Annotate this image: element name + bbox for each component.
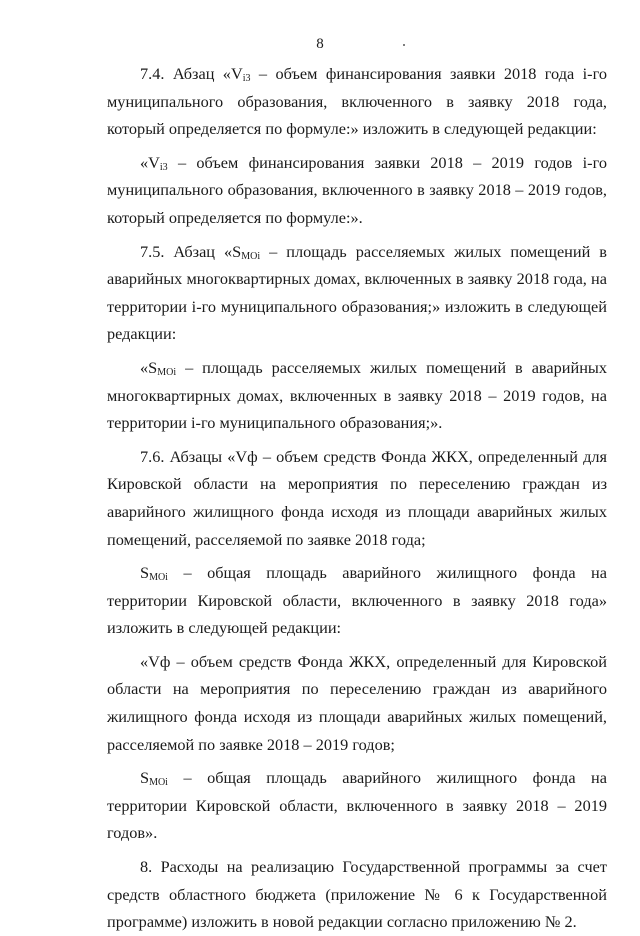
page-number: 8 <box>316 36 324 52</box>
paragraph-8: 8. Расходы на реализацию Государственной программы за счет средств областного бюджета (приложение № 6 к Государственной программе) изложить в новой редакции согласно приложению № 2. <box>107 857 607 932</box>
paragraph-7-5: 7.5. Абзац «$S_{MOi}$ – площадь расселяемых жилых помещений в аварийных многоквартирных домах, включенных в заявку 2018 года, на территории i-го муниципального образования;» изложить в следующей редакции: <box>107 241 607 344</box>
paragraph-7-4-new-text: «$V_{i3}$ – объем финансирования заявки 2018 – 2019 годов i-го муниципального образования, включенного в заявку 2018 – 2019 годов, который определяется по формуле:». <box>107 152 607 227</box>
paragraph-7-4: 7.4. Абзац «$V_{i3}$ – объем финансирования заявки 2018 года i-го муниципального образования, включенного в заявку 2018 года, который определяется по формуле:» изложить в следующей редакции: <box>107 64 608 139</box>
paragraph-7-5-new-text: «$S_{MOi}$ – площадь расселяемых жилых помещений в аварийных многоквартирных домах, включенных в заявку 2018 – 2019 годов, на территории i-го муниципального образования;». <box>107 357 607 433</box>
paragraph-7-6: 7.6. Абзацы «Vф – объем средств Фонда ЖКХ, определенный для Кировской области на мероприятия по переселению граждан из аварийного жилищного фонда исходя из площади аварийных жилых помещений, расселяемой по заявке 2018 года; <box>107 446 607 549</box>
document-body <box>107 60 607 936</box>
paragraph-7-6-new-vf: «Vф – объем средств Фонда ЖКХ, определенный для Кировской области на мероприятия по переселению граждан из аварийного жилищного фонда исходя из площади аварийных жилых помещений, расселяемой по заявке 2018 – 2019 годов; <box>107 651 607 754</box>
scan-speck <box>403 44 405 46</box>
paragraph-7-6-new-smoi: $S_{MOi}$ – общая площадь аварийного жилищного фонда на территории Кировской области, включенного в заявку 2018 – 2019 годов». <box>107 768 607 843</box>
paragraph-7-6-smoi: $S_{MOi}$ – общая площадь аварийного жилищного фонда на территории Кировской области, включенного в заявку 2018 года» изложить в следующей редакции: <box>107 563 607 638</box>
